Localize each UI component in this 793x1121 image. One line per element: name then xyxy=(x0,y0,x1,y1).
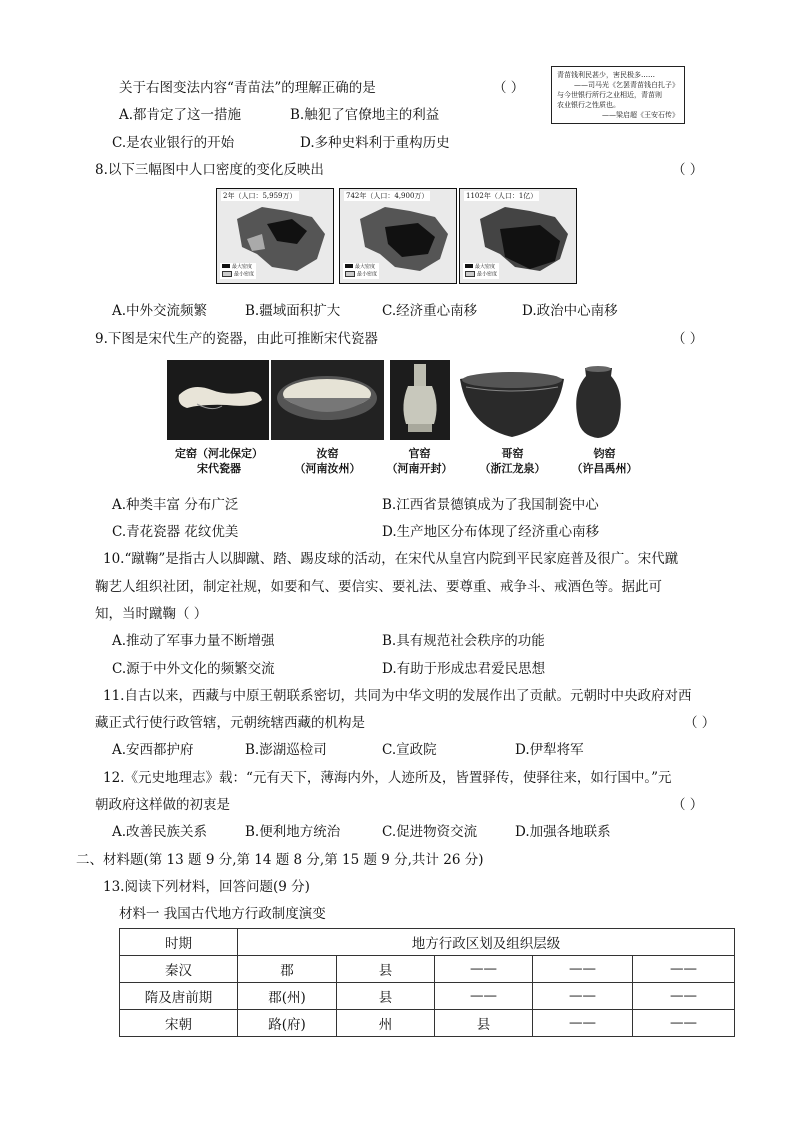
q11-option-d[interactable]: D.伊犁将军 xyxy=(515,742,584,758)
q9-stem: 9.下图是宋代生产的瓷器，由此可推断宋代瓷器 xyxy=(95,331,378,347)
legend-min: 最小密度 xyxy=(234,271,255,277)
ru-kiln-bowl-image xyxy=(271,360,384,440)
map-legend xyxy=(343,263,379,280)
q13-stem: 13.阅读下列材料，回答问题(9 分) xyxy=(103,879,310,895)
q11-option-b[interactable]: B.澎湖巡检司 xyxy=(245,742,327,758)
q8-option-a[interactable]: A.中外交流频繁 xyxy=(112,303,208,319)
table-cell: —— xyxy=(435,983,533,1010)
q12-answer-paren: （ ） xyxy=(672,797,704,813)
kiln-name: 哥窑 xyxy=(501,447,524,460)
ge-kiln-bowl-image xyxy=(456,367,568,441)
q7-option-b[interactable]: B.触犯了官僚地主的利益 xyxy=(290,107,440,123)
kiln-sub: （浙江龙泉） xyxy=(479,462,546,475)
table-cell: 隋及唐前期 xyxy=(120,983,238,1010)
table-cell: 宋朝 xyxy=(120,1010,238,1037)
table-cell: —— xyxy=(633,983,735,1010)
table-cell: 秦汉 xyxy=(120,956,238,983)
table-cell: 路(府) xyxy=(238,1010,337,1037)
kiln-sub: 宋代瓷器 xyxy=(197,462,241,475)
legend-min: 最小密度 xyxy=(357,271,378,277)
q8-stem: 8.以下三幅图中人口密度的变化反映出 xyxy=(95,162,324,178)
q8-answer-paren: （ ） xyxy=(672,162,704,178)
q10-option-b[interactable]: B.具有规范社会秩序的功能 xyxy=(382,633,545,649)
q9-answer-paren: （ ） xyxy=(672,331,704,347)
table-cell: 县 xyxy=(435,1010,533,1037)
guan-kiln-vase-image xyxy=(390,360,450,440)
q8-option-c[interactable]: C.经济重心南移 xyxy=(382,303,478,319)
q7-stem: 关于右图变法内容“青苗法”的理解正确的是 xyxy=(119,80,376,96)
q9-option-a[interactable]: A.种类丰富 分布广泛 xyxy=(112,497,239,513)
table-header-row xyxy=(120,929,735,956)
q10-text-line1: 10.“蹴鞠”是指古人以脚蹴、踏、踢皮球的活动，在宋代从皇宫内院到平民家庭普及很广。宋代蹴 xyxy=(103,551,679,567)
quote-line: ——梁启超《王安石传》 xyxy=(602,111,679,119)
q7-quote-box xyxy=(551,66,685,124)
q12-option-a[interactable]: A.改善民族关系 xyxy=(112,824,208,840)
table-cell: 县 xyxy=(337,956,435,983)
quote-line: ——司马光《乞罢青苗钱白扎子》 xyxy=(574,81,679,89)
population-map-2 xyxy=(339,188,457,284)
quote-line: 青苗钱利民甚少，害民极多…… xyxy=(557,71,655,79)
q12-option-c[interactable]: C.促进物资交流 xyxy=(382,824,478,840)
quote-line: 与今世银行所行之业相近，青苗则 xyxy=(557,91,662,99)
kiln-sub: （河南汝州） xyxy=(294,462,361,475)
map-legend xyxy=(463,263,499,280)
kiln-caption-ru xyxy=(280,446,375,476)
q10-text-line2: 鞠艺人组织社团，制定社规，如要和气、要信实、要礼法、要尊重、戒争斗、戒酒色等。据此可 xyxy=(95,579,662,595)
table-cell: —— xyxy=(533,983,633,1010)
q7-option-d[interactable]: D.多种史料利于重构历史 xyxy=(300,135,450,151)
q11-option-a[interactable]: A.安西都护府 xyxy=(112,742,194,758)
jun-kiln-jar-image xyxy=(571,362,626,442)
legend-max: 最大密度 xyxy=(232,263,253,270)
q12-option-d[interactable]: D.加强各地联系 xyxy=(515,824,611,840)
kiln-sub: （河南开封） xyxy=(386,462,453,475)
map-caption: 1102年（人口：1亿） xyxy=(466,192,538,200)
kiln-caption-guan xyxy=(372,446,467,476)
kiln-name: 官窑 xyxy=(408,447,431,460)
q7-answer-paren: （ ） xyxy=(493,80,525,96)
q9-option-c[interactable]: C.青花瓷器 花纹优美 xyxy=(112,524,239,540)
legend-min: 最小密度 xyxy=(477,271,498,277)
map-legend xyxy=(220,263,256,280)
q11-text-line1: 11.自古以来，西藏与中原王朝联系密切，共同为中华文明的发展作出了贡献。元朝时中央政府对西 xyxy=(103,688,692,704)
quote-line: 农业银行之性质也。 xyxy=(557,101,620,109)
q8-option-b[interactable]: B.疆域面积扩大 xyxy=(245,303,341,319)
table-header-cell: 地方行政区划及组织层级 xyxy=(238,929,735,956)
table-row xyxy=(120,956,735,983)
material1-title: 材料一 我国古代地方行政制度演变 xyxy=(119,906,326,922)
q10-option-d[interactable]: D.有助于形成忠君爱民思想 xyxy=(382,661,546,677)
table-cell: 郡 xyxy=(238,956,337,983)
q8-option-d[interactable]: D.政治中心南移 xyxy=(522,303,618,319)
q7-option-c[interactable]: C.是农业银行的开始 xyxy=(112,135,235,151)
q7-option-a[interactable]: A.都肯定了这一措施 xyxy=(119,107,242,123)
kiln-name: 汝窑 xyxy=(316,447,339,460)
table-cell: —— xyxy=(435,956,533,983)
kiln-name: 定窑（河北保定） xyxy=(175,447,263,460)
section2-title: 二、材料题(第 13 题 9 分,第 14 题 8 分,第 15 题 9 分,共计 26 分) xyxy=(76,852,484,868)
q9-option-d[interactable]: D.生产地区分布体现了经济重心南移 xyxy=(382,524,600,540)
q11-option-c[interactable]: C.宣政院 xyxy=(382,742,437,758)
q10-text-line3: 知，当时蹴鞠（ ） xyxy=(95,606,208,622)
table-cell: —— xyxy=(633,956,735,983)
kiln-caption-ding xyxy=(168,446,270,476)
kiln-sub: （许昌禹州） xyxy=(571,462,638,475)
q12-option-b[interactable]: B.便利地方统治 xyxy=(245,824,341,840)
map-caption: 742年（人口：4,900万） xyxy=(346,192,429,200)
q11-text-line2: 藏正式行使行政管辖，元朝统辖西藏的机构是 xyxy=(95,715,365,731)
population-map-3 xyxy=(459,188,577,284)
table-cell: 县 xyxy=(337,983,435,1010)
population-map-1 xyxy=(216,188,334,284)
table-cell: 郡(州) xyxy=(238,983,337,1010)
table-cell: —— xyxy=(633,1010,735,1037)
table-cell: —— xyxy=(533,1010,633,1037)
table-cell: —— xyxy=(533,956,633,983)
q10-option-a[interactable]: A.推动了军事力量不断增强 xyxy=(112,633,275,649)
q12-text-line2: 朝政府这样做的初衷是 xyxy=(95,797,230,813)
table-cell: 州 xyxy=(337,1010,435,1037)
ding-kiln-pillow-image xyxy=(167,360,269,440)
q9-option-b[interactable]: B.江西省景德镇成为了我国制瓷中心 xyxy=(382,497,599,513)
kiln-name: 钧窑 xyxy=(593,447,616,460)
kiln-caption-ge xyxy=(465,446,560,476)
q11-answer-paren: （ ） xyxy=(684,715,716,731)
legend-max: 最大密度 xyxy=(475,263,496,270)
table-header-cell: 时期 xyxy=(120,929,238,956)
table-row xyxy=(120,983,735,1010)
q10-option-c[interactable]: C.源于中外文化的频繁交流 xyxy=(112,661,275,677)
admin-system-table xyxy=(119,928,735,1037)
legend-max: 最大密度 xyxy=(355,263,376,270)
q12-text-line1: 12.《元史地理志》载：“元有天下，薄海内外，人迹所及，皆置驿传，使驿往来，如行国中。”元 xyxy=(103,770,672,786)
kiln-caption-jun xyxy=(557,446,652,476)
map-caption: 2年（人口：5,959万） xyxy=(223,192,297,200)
table-row xyxy=(120,1010,735,1037)
